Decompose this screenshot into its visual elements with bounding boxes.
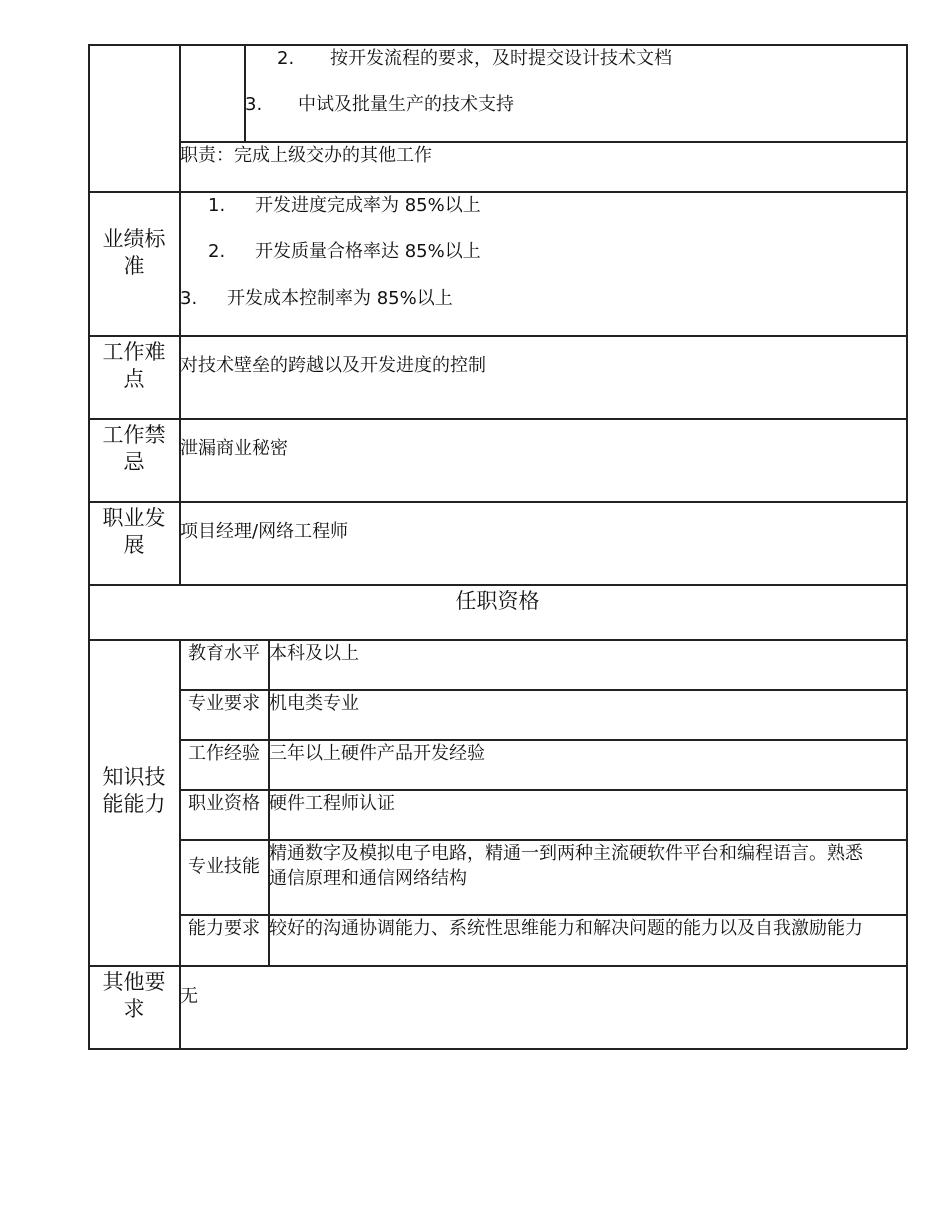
duty-item-3-text: 中试及批量生产的技术支持 [298, 94, 514, 115]
education-value: 本科及以上 [269, 643, 359, 664]
education-label: 教育水平 [188, 643, 260, 664]
other-text: 无 [180, 986, 198, 1007]
performance-item-3-number: 3. [180, 288, 198, 309]
duty-item-2 [277, 47, 672, 71]
skills-value-line-1: 精通数字及模拟电子电路，精通一到两种主流硬软件平台和编程语言。熟悉 [269, 843, 863, 864]
ability-value: 较好的沟通协调能力、系统性思维能力和解决问题的能力以及自我激励能力 [269, 918, 863, 939]
duty-item-2-text: 按开发流程的要求，及时提交设计技术文档 [330, 48, 672, 69]
qualification-header: 任职资格 [455, 589, 540, 613]
row-divider [179, 141, 907, 143]
skills-value-line-2: 通信原理和通信网络结构 [269, 868, 467, 889]
performance-item-2-text: 开发质量合格率达 85%以上 [255, 241, 481, 262]
performance-label: 业绩标准 [102, 227, 166, 278]
row-divider [88, 501, 907, 503]
prohibition-label: 工作禁忌 [102, 423, 166, 474]
career-text: 项目经理/网络工程师 [180, 521, 349, 542]
performance-item-3-text: 开发成本控制率为 85%以上 [227, 288, 453, 309]
difficulty-label: 工作难点 [102, 340, 166, 391]
performance-item-2 [208, 240, 481, 264]
skills-label: 专业技能 [188, 856, 260, 877]
certification-label: 职业资格 [188, 793, 260, 814]
row-divider [88, 335, 907, 337]
row-divider [88, 639, 907, 641]
major-label: 专业要求 [188, 693, 260, 714]
performance-item-1 [208, 194, 481, 218]
prohibition-text: 泄漏商业秘密 [180, 438, 288, 459]
difficulty-text: 对技术壁垒的跨越以及开发进度的控制 [180, 355, 486, 376]
certification-value: 硬件工程师认证 [269, 793, 395, 814]
experience-value: 三年以上硬件产品开发经验 [269, 743, 485, 764]
performance-item-1-text: 开发进度完成率为 85%以上 [255, 195, 481, 216]
knowledge-label: 知识技能能力 [102, 765, 166, 816]
row-divider [88, 418, 907, 420]
duty-item-2-number: 2. [277, 48, 295, 69]
row-divider [179, 689, 907, 691]
duty-item-3 [245, 93, 514, 117]
duty-item-3-number: 3. [245, 94, 263, 115]
row-divider [88, 584, 907, 586]
table-border-bottom [88, 1048, 907, 1050]
performance-item-2-number: 2. [208, 241, 226, 262]
row-divider [179, 739, 907, 741]
major-value: 机电类专业 [269, 693, 359, 714]
other-label: 其他要求 [102, 970, 166, 1021]
label-column-divider [179, 44, 181, 585]
row-divider [179, 839, 907, 841]
experience-label: 工作经验 [188, 743, 260, 764]
career-label: 职业发展 [102, 506, 166, 557]
row-divider [179, 789, 907, 791]
other-duty-text: 职责：完成上级交办的其他工作 [180, 145, 432, 166]
performance-item-3 [180, 287, 453, 311]
table-border-left [88, 44, 90, 1049]
ability-label: 能力要求 [188, 918, 260, 939]
performance-item-1-number: 1. [208, 195, 226, 216]
row-divider [88, 965, 907, 967]
row-divider [88, 191, 907, 193]
table-border-top [88, 44, 907, 46]
table-border-right [906, 44, 908, 1049]
row-divider [179, 914, 907, 916]
